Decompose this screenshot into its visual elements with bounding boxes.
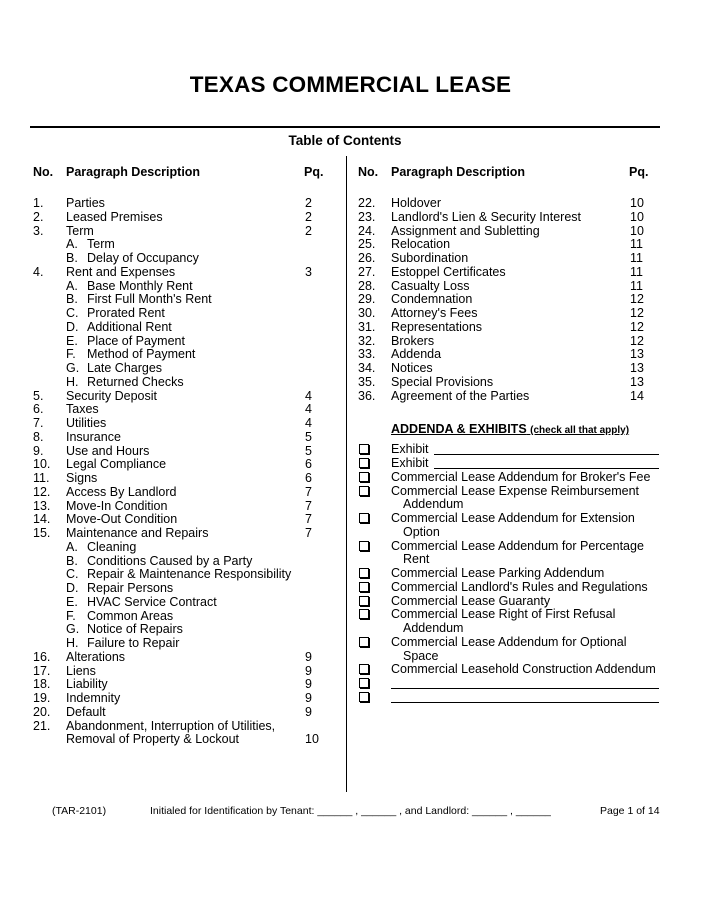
- entry-page: 11: [630, 264, 643, 279]
- checkbox[interactable]: [359, 541, 369, 551]
- entry-number: 32.: [358, 333, 376, 348]
- toc-entry: [358, 335, 663, 349]
- exhibit-item: [358, 567, 663, 581]
- exhibit-label: Exhibit: [391, 442, 429, 457]
- entry-number: 4.: [33, 264, 44, 279]
- checkbox[interactable]: [359, 486, 369, 496]
- toc-right-column: [358, 166, 663, 705]
- entry-number: 3.: [33, 223, 44, 238]
- entry-description: Late Charges: [87, 361, 163, 375]
- toc-entry: [33, 610, 333, 624]
- header-page: Pq.: [629, 165, 649, 179]
- entry-page: 11: [630, 237, 643, 252]
- sub-letter: F.: [66, 347, 76, 362]
- entry-number: 1.: [33, 196, 44, 210]
- entry-page: 13: [630, 347, 644, 362]
- exhibit-label-continued: Space: [403, 648, 439, 663]
- toc-entry: [33, 252, 333, 266]
- title-rule: [30, 126, 660, 128]
- exhibit-item: [358, 471, 663, 485]
- sub-letter: E.: [66, 333, 78, 348]
- sub-entry: [66, 637, 179, 651]
- sub-entry: [66, 335, 185, 349]
- fill-in-line[interactable]: [391, 688, 659, 689]
- header-page: Pq.: [304, 165, 324, 179]
- entry-number: 27.: [358, 264, 376, 279]
- entry-page: 7: [305, 526, 312, 540]
- entry-description: Place of Payment: [87, 333, 185, 348]
- toc-entry: [33, 706, 333, 720]
- toc-entry: [33, 431, 333, 445]
- sub-entry: [66, 321, 172, 335]
- sub-entry: [66, 376, 184, 390]
- exhibit-label: Commercial Lease Parking Addendum: [391, 566, 605, 580]
- addenda-heading: ADDENDA & EXHIBITS: [391, 422, 527, 437]
- toc-entry: [33, 692, 333, 706]
- entry-description: Move-Out Condition: [66, 512, 178, 527]
- entry-page: 5: [305, 443, 312, 458]
- entry-description: Holdover: [391, 196, 442, 210]
- toc-entry: [33, 417, 333, 431]
- exhibit-label-continued: Addendum: [403, 621, 464, 635]
- toc-right-entries: [358, 197, 663, 403]
- exhibit-item: [358, 636, 663, 664]
- sub-entry: [66, 280, 193, 294]
- fill-in-line[interactable]: [434, 468, 659, 469]
- page-number: Page 1 of 14: [600, 805, 660, 817]
- entry-number: 18.: [33, 677, 51, 692]
- exhibit-label: Exhibit: [391, 456, 429, 470]
- entry-page: 2: [305, 223, 312, 238]
- entry-description: Abandonment, Interruption of Utilities,: [66, 718, 276, 733]
- toc-entry: [33, 307, 333, 321]
- entry-description: Taxes: [66, 402, 99, 417]
- toc-entry: [358, 225, 663, 239]
- entry-page: 2: [305, 196, 312, 210]
- entry-page: 4: [305, 402, 312, 417]
- exhibit-item: [358, 608, 663, 636]
- toc-entry: [33, 266, 333, 280]
- exhibit-label: Commercial Lease Addendum for Optional: [391, 634, 627, 649]
- exhibit-label: Commercial Lease Expense Reimbursement: [391, 483, 640, 498]
- toc-left-entries: [33, 197, 333, 747]
- sub-letter: D.: [66, 581, 79, 595]
- toc-left-column: [33, 166, 333, 747]
- entry-description: Insurance: [66, 429, 121, 444]
- entry-description: Prorated Rent: [87, 306, 165, 320]
- entry-page: 11: [630, 278, 643, 293]
- sub-letter: B.: [66, 251, 78, 265]
- toc-entry: [33, 348, 333, 362]
- checkbox[interactable]: [359, 513, 369, 523]
- addenda-note: (check all that apply): [530, 425, 630, 437]
- entry-description: Casualty Loss: [391, 278, 470, 293]
- exhibit-label: Commercial Landlord's Rules and Regulations: [391, 579, 648, 594]
- sub-letter: B.: [66, 292, 78, 307]
- toc-entry: [33, 225, 333, 239]
- toc-entry: [33, 293, 333, 307]
- entry-page: 7: [305, 484, 312, 499]
- entry-page: 4: [305, 416, 312, 430]
- sub-letter: F.: [66, 608, 76, 623]
- entry-number: 33.: [358, 347, 376, 362]
- entry-description: Delay of Occupancy: [87, 251, 199, 265]
- entry-number: 28.: [358, 278, 376, 293]
- entry-page: 10: [630, 209, 644, 224]
- exhibit-label-continued: Option: [403, 524, 440, 539]
- entry-number: 9.: [33, 443, 44, 458]
- toc-entry: [358, 252, 663, 266]
- entry-number: 12.: [33, 484, 51, 499]
- exhibit-item: [358, 581, 663, 595]
- entry-description: Addenda: [391, 347, 442, 362]
- toc-entry: [358, 390, 663, 404]
- entry-number: 19.: [33, 691, 51, 705]
- entry-page: 7: [305, 498, 312, 513]
- exhibit-label: Commercial Lease Addendum for Percentage: [391, 538, 644, 553]
- entry-number: 34.: [358, 361, 376, 375]
- entry-description: Move-In Condition: [66, 498, 168, 513]
- sub-letter: E.: [66, 594, 78, 609]
- entry-description: Failure to Repair: [87, 636, 180, 650]
- toc-entry: [33, 513, 333, 527]
- entry-number: 25.: [358, 237, 376, 252]
- sub-letter: B.: [66, 553, 78, 568]
- sub-entry: [66, 610, 173, 624]
- entry-description: Security Deposit: [66, 388, 158, 403]
- entry-description: Rent and Expenses: [66, 264, 176, 279]
- entry-number: 16.: [33, 649, 51, 664]
- toc-entry: [33, 596, 333, 610]
- entry-page: 7: [305, 512, 312, 527]
- toc-entry: [33, 720, 333, 734]
- entry-description: Indemnity: [66, 691, 121, 705]
- toc-entry: [358, 293, 663, 307]
- exhibit-item: [358, 443, 663, 457]
- entry-description: Notices: [391, 361, 433, 375]
- entry-number: 24.: [358, 223, 376, 238]
- sub-letter: A.: [66, 539, 78, 554]
- sub-entry: [66, 623, 183, 637]
- toc-entry: [33, 238, 333, 252]
- entry-number: 13.: [33, 498, 51, 513]
- entry-description: Subordination: [391, 251, 469, 265]
- toc-entry: [33, 623, 333, 637]
- toc-entry: [33, 197, 333, 211]
- entry-description: Condemnation: [391, 292, 473, 307]
- entry-page: 13: [630, 374, 644, 389]
- entry-description: Repair & Maintenance Responsibility: [87, 567, 292, 582]
- entry-number: 14.: [33, 512, 51, 527]
- entry-description: Base Monthly Rent: [87, 278, 193, 293]
- entry-page: 4: [305, 388, 312, 403]
- toc-entry: [33, 582, 333, 596]
- toc-entry: [358, 197, 663, 211]
- entry-number: 36.: [358, 388, 376, 403]
- entry-description: Leased Premises: [66, 209, 163, 224]
- exhibit-checklist: [358, 443, 663, 704]
- checkbox[interactable]: [359, 582, 369, 592]
- entry-number: 22.: [358, 196, 376, 210]
- entry-description: Utilities: [66, 416, 107, 430]
- entry-number: 29.: [358, 292, 376, 307]
- entry-page: 5: [305, 429, 312, 444]
- entry-number: 11.: [33, 471, 50, 485]
- toc-entry: [33, 651, 333, 665]
- exhibit-item: [358, 595, 663, 609]
- exhibit-item: [358, 663, 663, 677]
- exhibit-item: [358, 677, 663, 691]
- exhibit-label: Commercial Lease Addendum for Broker's Fee: [391, 469, 651, 484]
- toc-entry: [33, 280, 333, 294]
- entry-description: Term: [66, 223, 94, 238]
- entry-description: Parties: [66, 196, 105, 210]
- checkbox[interactable]: [359, 596, 369, 606]
- entry-number: 7.: [33, 416, 44, 430]
- entry-description: Agreement of the Parties: [391, 388, 530, 403]
- toc-entry: [358, 376, 663, 390]
- header-description: Paragraph Description: [391, 165, 526, 179]
- entry-number: 17.: [33, 663, 51, 678]
- sub-letter: C.: [66, 567, 79, 582]
- entry-page: 12: [630, 319, 644, 334]
- sub-letter: A.: [66, 278, 78, 293]
- sub-letter: A.: [66, 237, 78, 252]
- entry-number: 23.: [358, 209, 376, 224]
- entry-description: Estoppel Certificates: [391, 264, 506, 279]
- entry-number: 26.: [358, 251, 376, 265]
- entry-page: 6: [305, 471, 312, 485]
- checkbox[interactable]: [359, 568, 369, 578]
- checkbox[interactable]: [359, 458, 369, 468]
- entry-page: 9: [305, 691, 312, 705]
- entry-description: Use and Hours: [66, 443, 150, 458]
- entry-number: 5.: [33, 388, 44, 403]
- document-title: TEXAS COMMERCIAL LEASE: [189, 72, 512, 97]
- entry-description: Repair Persons: [87, 581, 174, 595]
- toc-entry: [358, 266, 663, 280]
- toc-entry: [33, 568, 333, 582]
- entry-description: Method of Payment: [87, 347, 196, 362]
- exhibit-label-continued: Addendum: [403, 497, 464, 512]
- entry-description: HVAC Service Contract: [87, 594, 217, 609]
- entry-description: Access By Landlord: [66, 484, 177, 499]
- toc-entry: [33, 445, 333, 459]
- form-number: (TAR-2101): [52, 805, 107, 817]
- sub-entry: [66, 568, 291, 582]
- entry-description: Term: [87, 237, 115, 252]
- toc-entry: [33, 500, 333, 514]
- sub-entry: [66, 348, 195, 362]
- toc-title: Table of Contents: [288, 133, 402, 148]
- toc-entry: [33, 472, 333, 486]
- entry-description: Conditions Caused by a Party: [87, 553, 253, 568]
- exhibit-item: [358, 512, 663, 540]
- sub-entry: [66, 252, 199, 266]
- sub-letter: G.: [66, 361, 80, 375]
- toc-entry: [33, 555, 333, 569]
- exhibit-label: Commercial Lease Right of First Refusal: [391, 607, 616, 622]
- checkbox[interactable]: [359, 692, 369, 702]
- entry-number: 6.: [33, 402, 44, 417]
- entry-page: 10: [630, 196, 644, 210]
- entry-page: 12: [630, 292, 644, 307]
- entry-description: Signs: [66, 471, 98, 485]
- entry-page: 14: [630, 388, 644, 403]
- toc-entry: [33, 335, 333, 349]
- entry-page: 13: [630, 361, 644, 375]
- toc-entry: [33, 321, 333, 335]
- toc-entry: [33, 211, 333, 225]
- entry-number: 8.: [33, 429, 44, 444]
- sub-entry: [66, 293, 212, 307]
- entry-description: Common Areas: [87, 608, 174, 623]
- entry-description: Assignment and Subletting: [391, 223, 540, 238]
- exhibit-item: [358, 485, 663, 513]
- checkbox[interactable]: [359, 664, 369, 674]
- checkbox[interactable]: [359, 444, 369, 454]
- entry-description: Brokers: [391, 333, 435, 348]
- sub-entry: [66, 307, 165, 321]
- toc-entry: [33, 458, 333, 472]
- exhibit-item: [358, 457, 663, 471]
- toc-entry: [33, 527, 333, 541]
- entry-description: Returned Checks: [87, 374, 184, 389]
- entry-description: Maintenance and Repairs: [66, 526, 209, 540]
- entry-description: Liability: [66, 677, 108, 692]
- toc-entry: [358, 238, 663, 252]
- entry-description: Alterations: [66, 649, 126, 664]
- entry-page: 2: [305, 209, 312, 224]
- entry-description: Additional Rent: [87, 319, 172, 334]
- exhibit-label: Commercial Lease Guaranty: [391, 593, 551, 608]
- toc-entry: [33, 362, 333, 376]
- exhibit-item: [358, 540, 663, 568]
- fill-in-line[interactable]: [434, 454, 659, 455]
- sub-letter: D.: [66, 319, 79, 334]
- entry-description: Notice of Repairs: [87, 622, 183, 637]
- toc-entry: [33, 733, 333, 747]
- entry-number: 35.: [358, 374, 376, 389]
- entry-description: Representations: [391, 319, 483, 334]
- entry-page: 11: [630, 251, 643, 265]
- toc-entry: [358, 348, 663, 362]
- toc-entry: [358, 321, 663, 335]
- sub-entry: [66, 541, 136, 555]
- sub-entry: [66, 582, 173, 596]
- toc-header: [358, 166, 663, 182]
- sub-entry: [66, 362, 162, 376]
- sub-letter: G.: [66, 622, 80, 637]
- toc-entry: [358, 211, 663, 225]
- entry-description: Default: [66, 704, 106, 719]
- exhibit-item: [358, 691, 663, 705]
- entry-page: 9: [305, 704, 312, 719]
- toc-entry: [33, 376, 333, 390]
- entry-description: Cleaning: [87, 539, 137, 554]
- addenda-title: [358, 423, 663, 443]
- entry-description: Legal Compliance: [66, 457, 167, 472]
- entry-description: Liens: [66, 663, 96, 678]
- toc-entry: [33, 403, 333, 417]
- exhibit-label: Commercial Leasehold Construction Addendum: [391, 662, 656, 677]
- column-divider: [346, 156, 347, 792]
- toc-entry: [358, 280, 663, 294]
- entry-page: 6: [305, 457, 312, 472]
- toc-entry: [33, 486, 333, 500]
- toc-entry: [33, 665, 333, 679]
- exhibit-label-continued: Rent: [403, 552, 430, 567]
- entry-number: 10.: [33, 457, 51, 472]
- entry-page: 9: [305, 649, 312, 664]
- entry-description: Landlord's Lien & Security Interest: [391, 209, 581, 224]
- entry-page: 10: [305, 732, 319, 747]
- toc-header: [33, 166, 333, 182]
- header-no: No.: [33, 165, 54, 179]
- entry-page: 9: [305, 663, 312, 678]
- checkbox[interactable]: [359, 678, 369, 688]
- entry-description: Removal of Property & Lockout: [66, 732, 239, 747]
- sub-entry: [66, 596, 217, 610]
- entry-description: Attorney's Fees: [391, 306, 478, 320]
- header-description: Paragraph Description: [66, 165, 201, 179]
- checkbox[interactable]: [359, 609, 369, 619]
- entry-number: 15.: [33, 526, 51, 540]
- entry-number: 21.: [33, 718, 51, 733]
- sub-entry: [66, 555, 252, 569]
- toc-entry: [358, 362, 663, 376]
- entry-number: 20.: [33, 704, 51, 719]
- exhibit-label: Commercial Lease Addendum for Extension: [391, 511, 635, 525]
- fill-in-line[interactable]: [391, 702, 659, 703]
- entry-page: 12: [630, 306, 644, 320]
- sub-entry: [66, 238, 115, 252]
- sub-letter: C.: [66, 306, 79, 320]
- toc-entry: [358, 307, 663, 321]
- toc-entry: [33, 390, 333, 404]
- entry-page: 12: [630, 333, 644, 348]
- entry-number: 30.: [358, 306, 376, 320]
- sub-letter: H.: [66, 374, 79, 389]
- header-no: No.: [358, 165, 379, 179]
- entry-page: 10: [630, 223, 644, 238]
- checkbox[interactable]: [359, 637, 369, 647]
- entry-description: Special Provisions: [391, 374, 494, 389]
- initials-line: Initialed for Identification by Tenant: ______ , ______ , and Landlord: ______ , ______: [150, 805, 551, 817]
- entry-number: 31.: [358, 319, 376, 334]
- entry-description: First Full Month's Rent: [87, 292, 212, 307]
- entry-number: 2.: [33, 209, 44, 224]
- toc-entry: [33, 678, 333, 692]
- entry-description: Relocation: [391, 237, 451, 252]
- checkbox[interactable]: [359, 472, 369, 482]
- toc-entry: [33, 637, 333, 651]
- entry-page: 3: [305, 264, 312, 279]
- sub-letter: H.: [66, 636, 79, 650]
- toc-entry: [33, 541, 333, 555]
- entry-page: 9: [305, 677, 312, 692]
